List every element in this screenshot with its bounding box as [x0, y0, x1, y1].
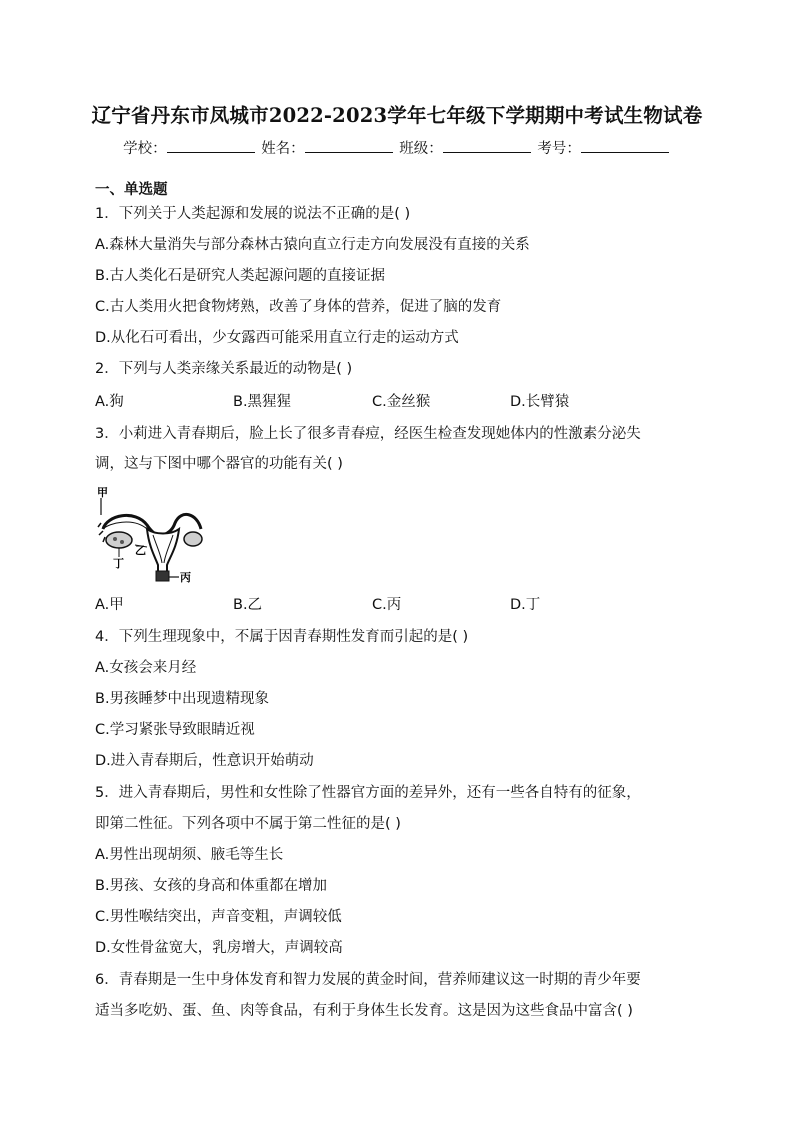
question-3-option-d: D.丁: [510, 597, 541, 613]
uterus-diagram: [95, 485, 205, 585]
question-3-option-c: C.丙: [372, 597, 402, 613]
question-3-stem-line-2: 调，这与下图中哪个器官的功能有关( ): [95, 456, 343, 472]
figure-label-bing: 丙: [180, 571, 191, 584]
question-3-stem-line-1: 3．小莉进入青春期后，脸上长了很多青春痘，经医生检查发现她体内的性激素分泌失: [95, 426, 641, 442]
figure-label-jia: 甲: [97, 486, 108, 499]
question-4-stem: 4．下列生理现象中，不属于因青春期性发育而引起的是( ): [95, 629, 469, 645]
uterus-diagram-svg: [95, 485, 205, 585]
school-blank[interactable]: [167, 139, 255, 153]
question-5-option-d: D.女性骨盆宽大，乳房增大，声调较高: [95, 940, 343, 956]
page-title: 辽宁省丹东市凤城市2022-2023学年七年级下学期期中考试生物试卷: [91, 104, 703, 127]
name-blank[interactable]: [305, 139, 393, 153]
question-3-option-b: B.乙: [233, 597, 263, 613]
question-1-option-b: B.古人类化石是研究人类起源问题的直接证据: [95, 268, 386, 284]
question-6-stem-line-1: 6．青春期是一生中身体发育和智力发展的黄金时间，营养师建议这一时期的青少年要: [95, 972, 641, 988]
question-5-option-c: C.男性喉结突出，声音变粗，声调较低: [95, 909, 342, 925]
question-2-option-c: C.金丝猴: [372, 394, 431, 410]
question-4-option-b: B.男孩睡梦中出现遗精现象: [95, 691, 270, 707]
name-label: 姓名：: [261, 141, 305, 157]
question-5-option-b: B.男孩、女孩的身高和体重都在增加: [95, 878, 328, 894]
question-3-option-a: A.甲: [95, 597, 124, 613]
question-2-option-b: B.黑猩猩: [233, 394, 292, 410]
school-label: 学校：: [123, 141, 167, 157]
question-2-stem: 2．下列与人类亲缘关系最近的动物是( ): [95, 361, 353, 377]
student-info-row: [0, 137, 794, 158]
section-title: 一、单选题: [95, 182, 168, 198]
question-2-option-d: D.长臂猿: [510, 394, 570, 410]
number-blank[interactable]: [581, 139, 669, 153]
class-label: 班级：: [399, 141, 443, 157]
question-1-option-d: D.从化石可看出，少女露西可能采用直立行走的运动方式: [95, 330, 459, 346]
question-5-stem-line-2: 即第二性征。下列各项中不属于第二性征的是( ): [95, 816, 401, 832]
question-4-option-d: D.进入青春期后，性意识开始萌动: [95, 753, 314, 769]
question-1-option-a: A.森林大量消失与部分森林古猿向直立行走方向发展没有直接的关系: [95, 237, 530, 253]
question-5-option-a: A.男性出现胡须、腋毛等生长: [95, 847, 284, 863]
question-2-option-a: A.狗: [95, 394, 124, 410]
question-4-option-a: A.女孩会来月经: [95, 660, 197, 676]
figure-label-ding: 丁: [113, 557, 124, 570]
question-4-option-c: C.学习紧张导致眼睛近视: [95, 722, 255, 738]
question-6-stem-line-2: 适当多吃奶、蛋、鱼、肉等食品，有利于身体生长发育。这是因为这些食品中富含( ): [95, 1003, 633, 1019]
question-5-stem-line-1: 5．进入青春期后，男性和女性除了性器官方面的差异外，还有一些各自特有的征象，: [95, 785, 641, 801]
number-label: 考号：: [537, 141, 581, 157]
question-1-stem: 1．下列关于人类起源和发展的说法不正确的是( ): [95, 206, 411, 222]
class-blank[interactable]: [443, 139, 531, 153]
figure-label-yi: 乙: [135, 544, 146, 557]
question-1-option-c: C.古人类用火把食物烤熟，改善了身体的营养，促进了脑的发育: [95, 299, 502, 315]
